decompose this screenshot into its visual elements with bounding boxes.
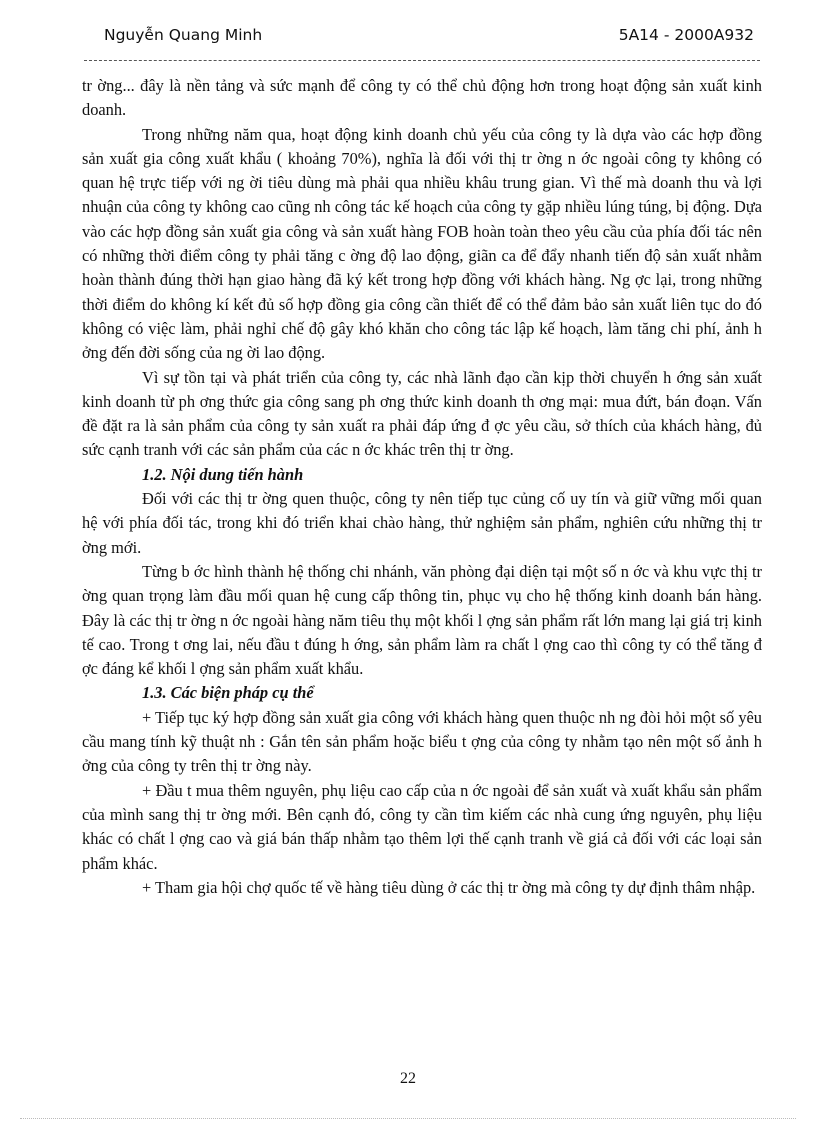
- paragraph: Từng b ớc hình thành hệ thống chi nhánh, văn phòng đại diện tại một số n ớc và khu vực thị tr ờng quan trọng làm đầu mối quan hệ cung cấp thông tin, phục vụ cho hệ thống kinh doanh bán hàng. Đây là các thị tr ờng n ớc ngoài hàng năm tiêu thụ một khối l ợng sản phẩm rất lớn mang lại giá trị kinh tế cao. Trong t ơng lai, nếu đầu t đúng h ớng, sản phẩm làm ra chất l ợng cao thì công ty có thể tăng đ ợc đáng kể khối l ợng sản phẩm xuất khẩu.: [82, 561, 762, 679]
- paragraph: Đối với các thị tr ờng quen thuộc, công ty nên tiếp tục củng cố uy tín và giữ vững mối quan hệ với phía đối tác, trong khi đó triển khai chào hàng, thử nghiệm sản phẩm, nghiên cứu những thị tr ờng mới.: [82, 489, 762, 557]
- header-author: Nguyễn Quang Minh: [104, 26, 263, 44]
- paragraph: + Tham gia hội chợ quốc tế về hàng tiêu dùng ở các thị tr ờng mà công ty dự định thâm nhập.: [142, 877, 756, 897]
- header-divider: [84, 60, 760, 61]
- section-heading: 1.2. Nội dung tiến hành: [142, 464, 304, 484]
- paragraph: + Tiếp tục ký hợp đồng sản xuất gia công với khách hàng quen thuộc nh ng đòi hỏi một số yêu cầu mang tính kỹ thuật nh : Gắn tên sản phẩm hoặc biểu t ợng của công ty nhằm tạo nên một số ảnh h ởng của công ty trên thị tr ờng này.: [82, 707, 762, 776]
- page-header: [84, 26, 754, 50]
- paragraph: Vì sự tồn tại và phát triển của công ty, các nhà lãnh đạo cần kịp thời chuyển h ớng sản xuất kinh doanh từ ph ơng thức gia công sang ph ơng thức kinh doanh th ơng mại: mua đứt, bán đoạn. Vấn đề đặt ra là sản phẩm của công ty sản xuất ra phải đáp ứng đ ợc yêu cầu, sở thích của khách hàng, đủ sức cạnh tranh với các sản phẩm của các n ớc khác trên thị tr ờng.: [82, 367, 762, 460]
- footer-divider: [20, 1118, 796, 1119]
- paragraph: + Đầu t mua thêm nguyên, phụ liệu cao cấp của n ớc ngoài để sản xuất và xuất khẩu sản phẩm của mình sang thị tr ờng mới. Bên cạnh đó, công ty cần tìm kiếm các nhà cung ứng nguyên, phụ liệu khác có chất l ợng cao và giá bán thấp nhằm tạo thêm lợi thế cạnh tranh về giá cả đối với các loại sản phẩm khác.: [82, 780, 762, 873]
- section-heading: 1.3. Các biện pháp cụ thể: [142, 683, 314, 703]
- paragraph: Trong những năm qua, hoạt động kinh doanh chủ yếu của công ty là dựa vào các hợp đồng sản xuất gia công xuất khẩu ( khoảng 70%), nghĩa là đối với thị tr ờng n ớc ngoài công ty không có quan hệ trực tiếp với ng ời tiêu dùng mà phải qua nhiều khâu trung gian. Vì thế mà doanh thu và lợi nhuận của công ty không cao cũng nh công tác kế hoạch của công ty gặp nhiều lúng túng, bị động. Dựa vào các hợp đồng sản xuất gia công và sản xuất hàng FOB hoàn toàn theo yêu cầu của phía đối tác nên có những thời điểm công ty phải tăng c ờng độ lao động, giãn ca để đẩy nhanh tiến độ sản xuất nhằm hoàn thành đúng thời hạn giao hàng đã ký kết trong hợp đồng với khách hàng. Ng ợc lại, trong những thời điểm do không kí kết đủ số hợp đồng gia công cần thiết để có thể đảm bảo sản xuất liên tục do đó không có việc làm, phải nghỉ chế độ gây khó khăn cho công tác lập kế hoạch, làm tăng chi phí, ảnh h ởng đến đời sống của ng ời lao động.: [82, 124, 762, 363]
- paragraph: tr ờng... đây là nền tảng và sức mạnh để công ty có thể chủ động hơn trong hoạt động sản xuất kinh doanh.: [82, 76, 762, 120]
- header-class-code: 5A14 - 2000A932: [618, 26, 754, 44]
- body-text: [82, 74, 762, 900]
- page-number: 22: [400, 1070, 416, 1087]
